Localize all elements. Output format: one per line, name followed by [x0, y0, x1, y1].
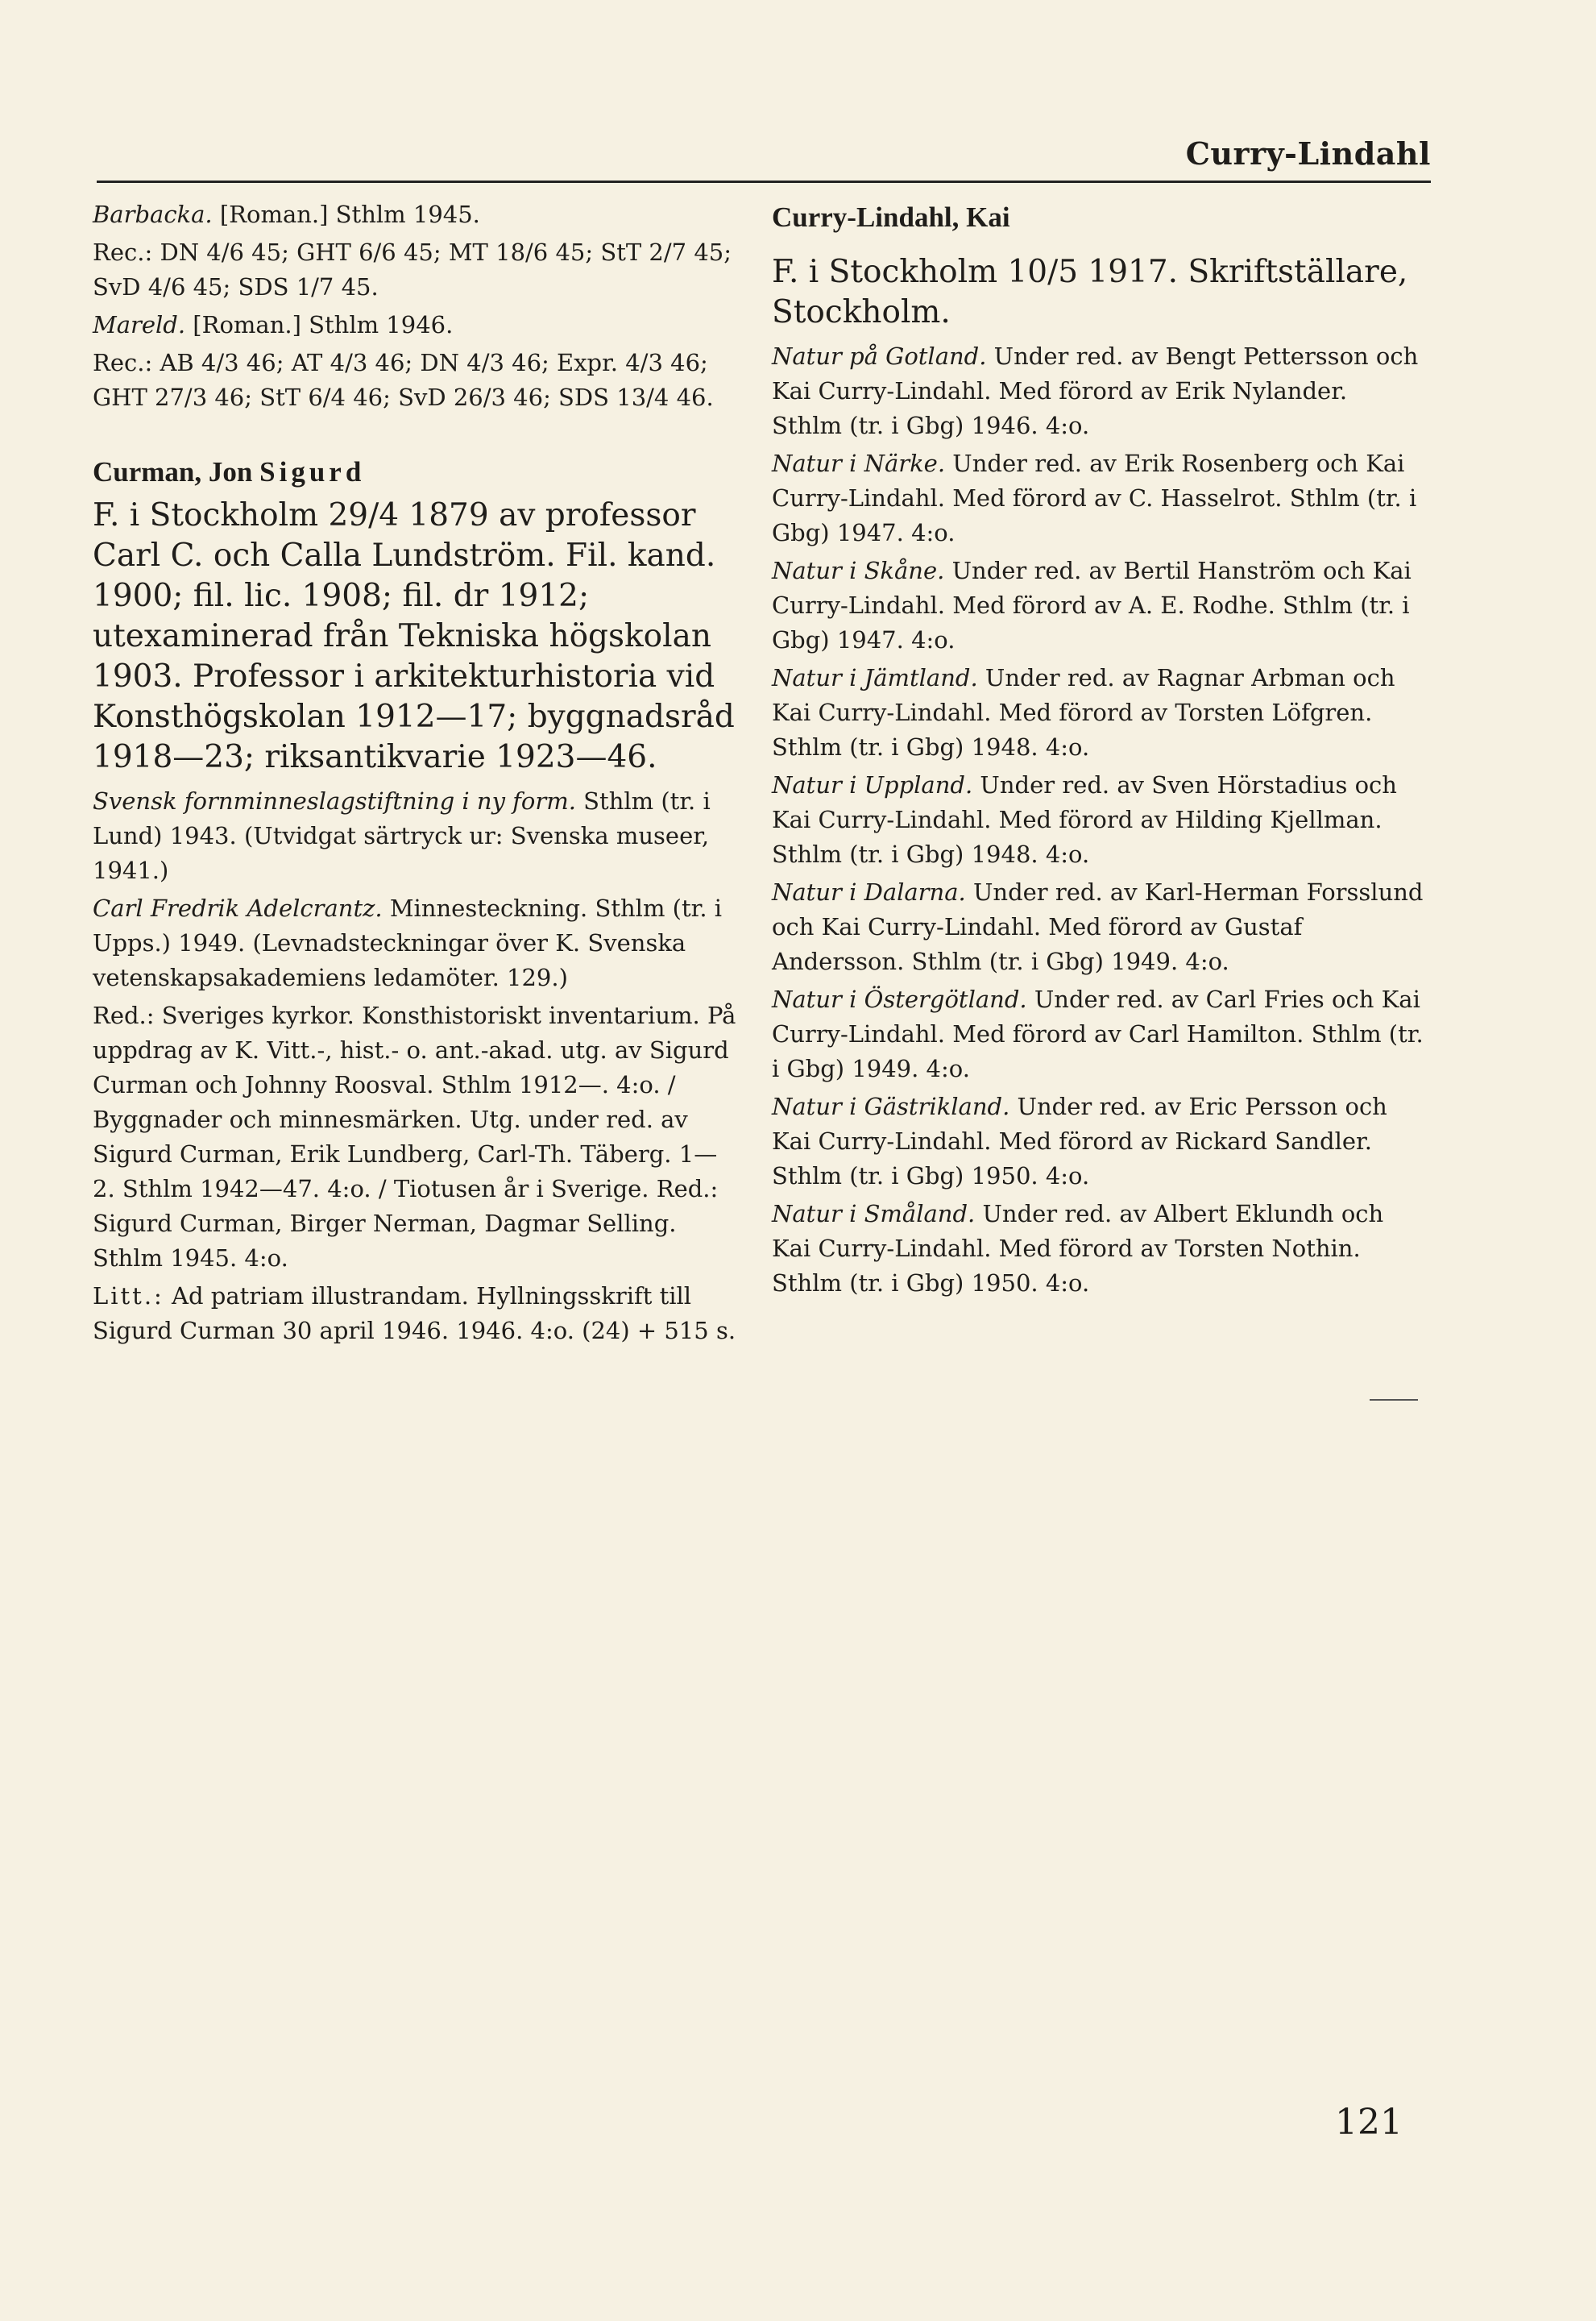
author-given-name: Sigurd — [259, 456, 366, 488]
work-details: [Roman.] Sthlm 1945. — [212, 201, 480, 228]
page-number: 121 — [1335, 2102, 1403, 2143]
work-details: Under red. av Bertil Hanström och Kai Curry-Lindahl. Med förord av A. E. Rodhe. Sthlm (tr. i Gbg) 1947. 4:o. — [772, 557, 1412, 654]
work-details: Under red. av Bengt Pettersson och Kai Curry-Lindahl. Med förord av Erik Nylander. Sthlm (tr. i Gbg) 1946. 4:o. — [772, 343, 1419, 439]
work-entry — [772, 339, 1424, 443]
author-heading-curman — [93, 452, 737, 492]
work-title: Svensk fornminneslagstiftning i ny form. — [93, 787, 576, 815]
work-title: Carl Fredrik Adelcrantz. — [93, 895, 383, 922]
literature-label: Litt.: — [93, 1282, 164, 1310]
work-details: Minnesteckning. Sthlm (tr. i Upps.) 1949. (Levnadsteckningar över K. Svenska vetenskapsakademiens ledamöter. 129.) — [93, 895, 723, 991]
work-title: Natur i Östergötland. — [772, 986, 1027, 1013]
work-details: Under red. av Carl Fries och Kai Curry-Lindahl. Med förord av Carl Hamilton. Sthlm (tr. i Gbg) 1949. 4:o. — [772, 986, 1424, 1082]
author-bio: F. i Stockholm 10/5 1917. Skriftställare, Stockholm. — [772, 254, 1408, 330]
work-title: Natur i Skåne. — [772, 557, 945, 584]
work-title: Natur i Gästrikland. — [772, 1093, 1010, 1120]
work-entry — [772, 554, 1424, 658]
work-details: Under red. av Ragnar Arbman och Kai Curry-Lindahl. Med förord av Torsten Löfgren. Sthlm (tr. i Gbg) 1948. 4:o. — [772, 664, 1395, 761]
work-entry — [93, 784, 737, 888]
work-title: Natur i Närke. — [772, 450, 946, 477]
editorial-details: Red.: Sveriges kyrkor. Konsthistoriskt inventarium. På uppdrag av K. Vitt.-, hist.- o. ant.-akad. utg. av Sigurd Curman och Johnny Roosval. Sthlm 1912—. 4:o. / Byggnader och minnesmärken. Utg. under red. av Sigurd Curman, Erik Lundberg, Carl-Th. Täberg. 1—2. Sthlm 1942—47. 4:o. / Tiotusen år i Sverige. Red.: Sigurd Curman, Birger Nerman, Dagmar Selling. Sthlm 1945. 4:o. — [93, 1002, 736, 1272]
review-entry — [93, 235, 737, 305]
author-bio: F. i Stockholm 29/4 1879 av professor Carl C. och Calla Lundström. Fil. kand. 1900; fil. lic. 1908; fil. dr 1912; utexaminerad från Tekniska högskolan 1903. Professor i arkitekturhistoria vid Konsthögskolan 1912—17; byggnadsråd 1918—23; riksantikvarie 1923—46. — [93, 497, 735, 775]
right-column — [772, 197, 1424, 1304]
work-entry — [772, 768, 1424, 872]
running-head: Curry-Lindahl — [1185, 135, 1431, 172]
work-title: Mareld. — [93, 311, 186, 338]
spacer — [93, 418, 737, 452]
work-title: Natur på Gotland. — [772, 343, 987, 370]
work-entry — [772, 982, 1424, 1086]
header-rule — [97, 181, 1431, 183]
work-entry — [772, 875, 1424, 979]
work-entry — [772, 446, 1424, 550]
work-entry — [93, 891, 737, 995]
left-column — [93, 197, 737, 1351]
review-details: Rec.: AB 4/3 46; AT 4/3 46; DN 4/3 46; Expr. 4/3 46; GHT 27/3 46; StT 6/4 46; SvD 26/3 46; SDS 13/4 46. — [93, 349, 714, 411]
work-details: Under red. av Karl-Herman Forsslund och Kai Curry-Lindahl. Med förord av Gustaf Andersson. Sthlm (tr. i Gbg) 1949. 4:o. — [772, 878, 1424, 975]
work-title: Natur i Jämtland. — [772, 664, 978, 691]
work-details: Under red. av Albert Eklundh och Kai Curry-Lindahl. Med förord av Torsten Nothin. Sthlm (tr. i Gbg) 1950. 4:o. — [772, 1200, 1384, 1297]
work-entry — [93, 197, 737, 232]
literature-details: Ad patriam illustrandam. Hyllningsskrift till Sigurd Curman 30 april 1946. 1946. 4:o. (24) + 515 s. — [93, 1282, 736, 1344]
spacer — [772, 238, 1424, 249]
work-details: [Roman.] Sthlm 1946. — [185, 311, 454, 338]
work-entry — [772, 1090, 1424, 1194]
work-entry — [772, 1197, 1424, 1301]
work-title: Natur i Dalarna. — [772, 878, 966, 906]
work-details: Under red. av Erik Rosenberg och Kai Curry-Lindahl. Med förord av C. Hasselrot. Sthlm (tr. i Gbg) 1947. 4:o. — [772, 450, 1417, 546]
work-details: Under red. av Eric Persson och Kai Curry-Lindahl. Med förord av Rickard Sandler. Sthlm (tr. i Gbg) 1950. 4:o. — [772, 1093, 1387, 1190]
work-title: Natur i Uppland. — [772, 771, 973, 799]
review-details: Rec.: DN 4/6 45; GHT 6/6 45; MT 18/6 45; StT 2/7 45; SvD 4/6 45; SDS 1/7 45. — [93, 239, 732, 301]
review-entry — [93, 346, 737, 415]
literature-entry — [93, 1279, 737, 1348]
editorial-entry — [93, 999, 737, 1276]
work-entry — [93, 308, 737, 343]
work-details: Sthlm (tr. i Lund) 1943. (Utvidgat särtryck ur: Svenska museer, 1941.) — [93, 787, 711, 884]
author-heading-curry-lindahl: Curry-Lindahl, Kai — [772, 201, 1010, 233]
work-entry — [772, 661, 1424, 765]
work-details: Under red. av Sven Hörstadius och Kai Curry-Lindahl. Med förord av Hilding Kjellman. Sthlm (tr. i Gbg) 1948. 4:o. — [772, 771, 1397, 868]
end-rule — [1370, 1399, 1418, 1401]
work-title: Barbacka. — [93, 201, 213, 228]
work-title: Natur i Småland. — [772, 1200, 976, 1227]
author-name: Curman, Jon — [93, 456, 253, 488]
